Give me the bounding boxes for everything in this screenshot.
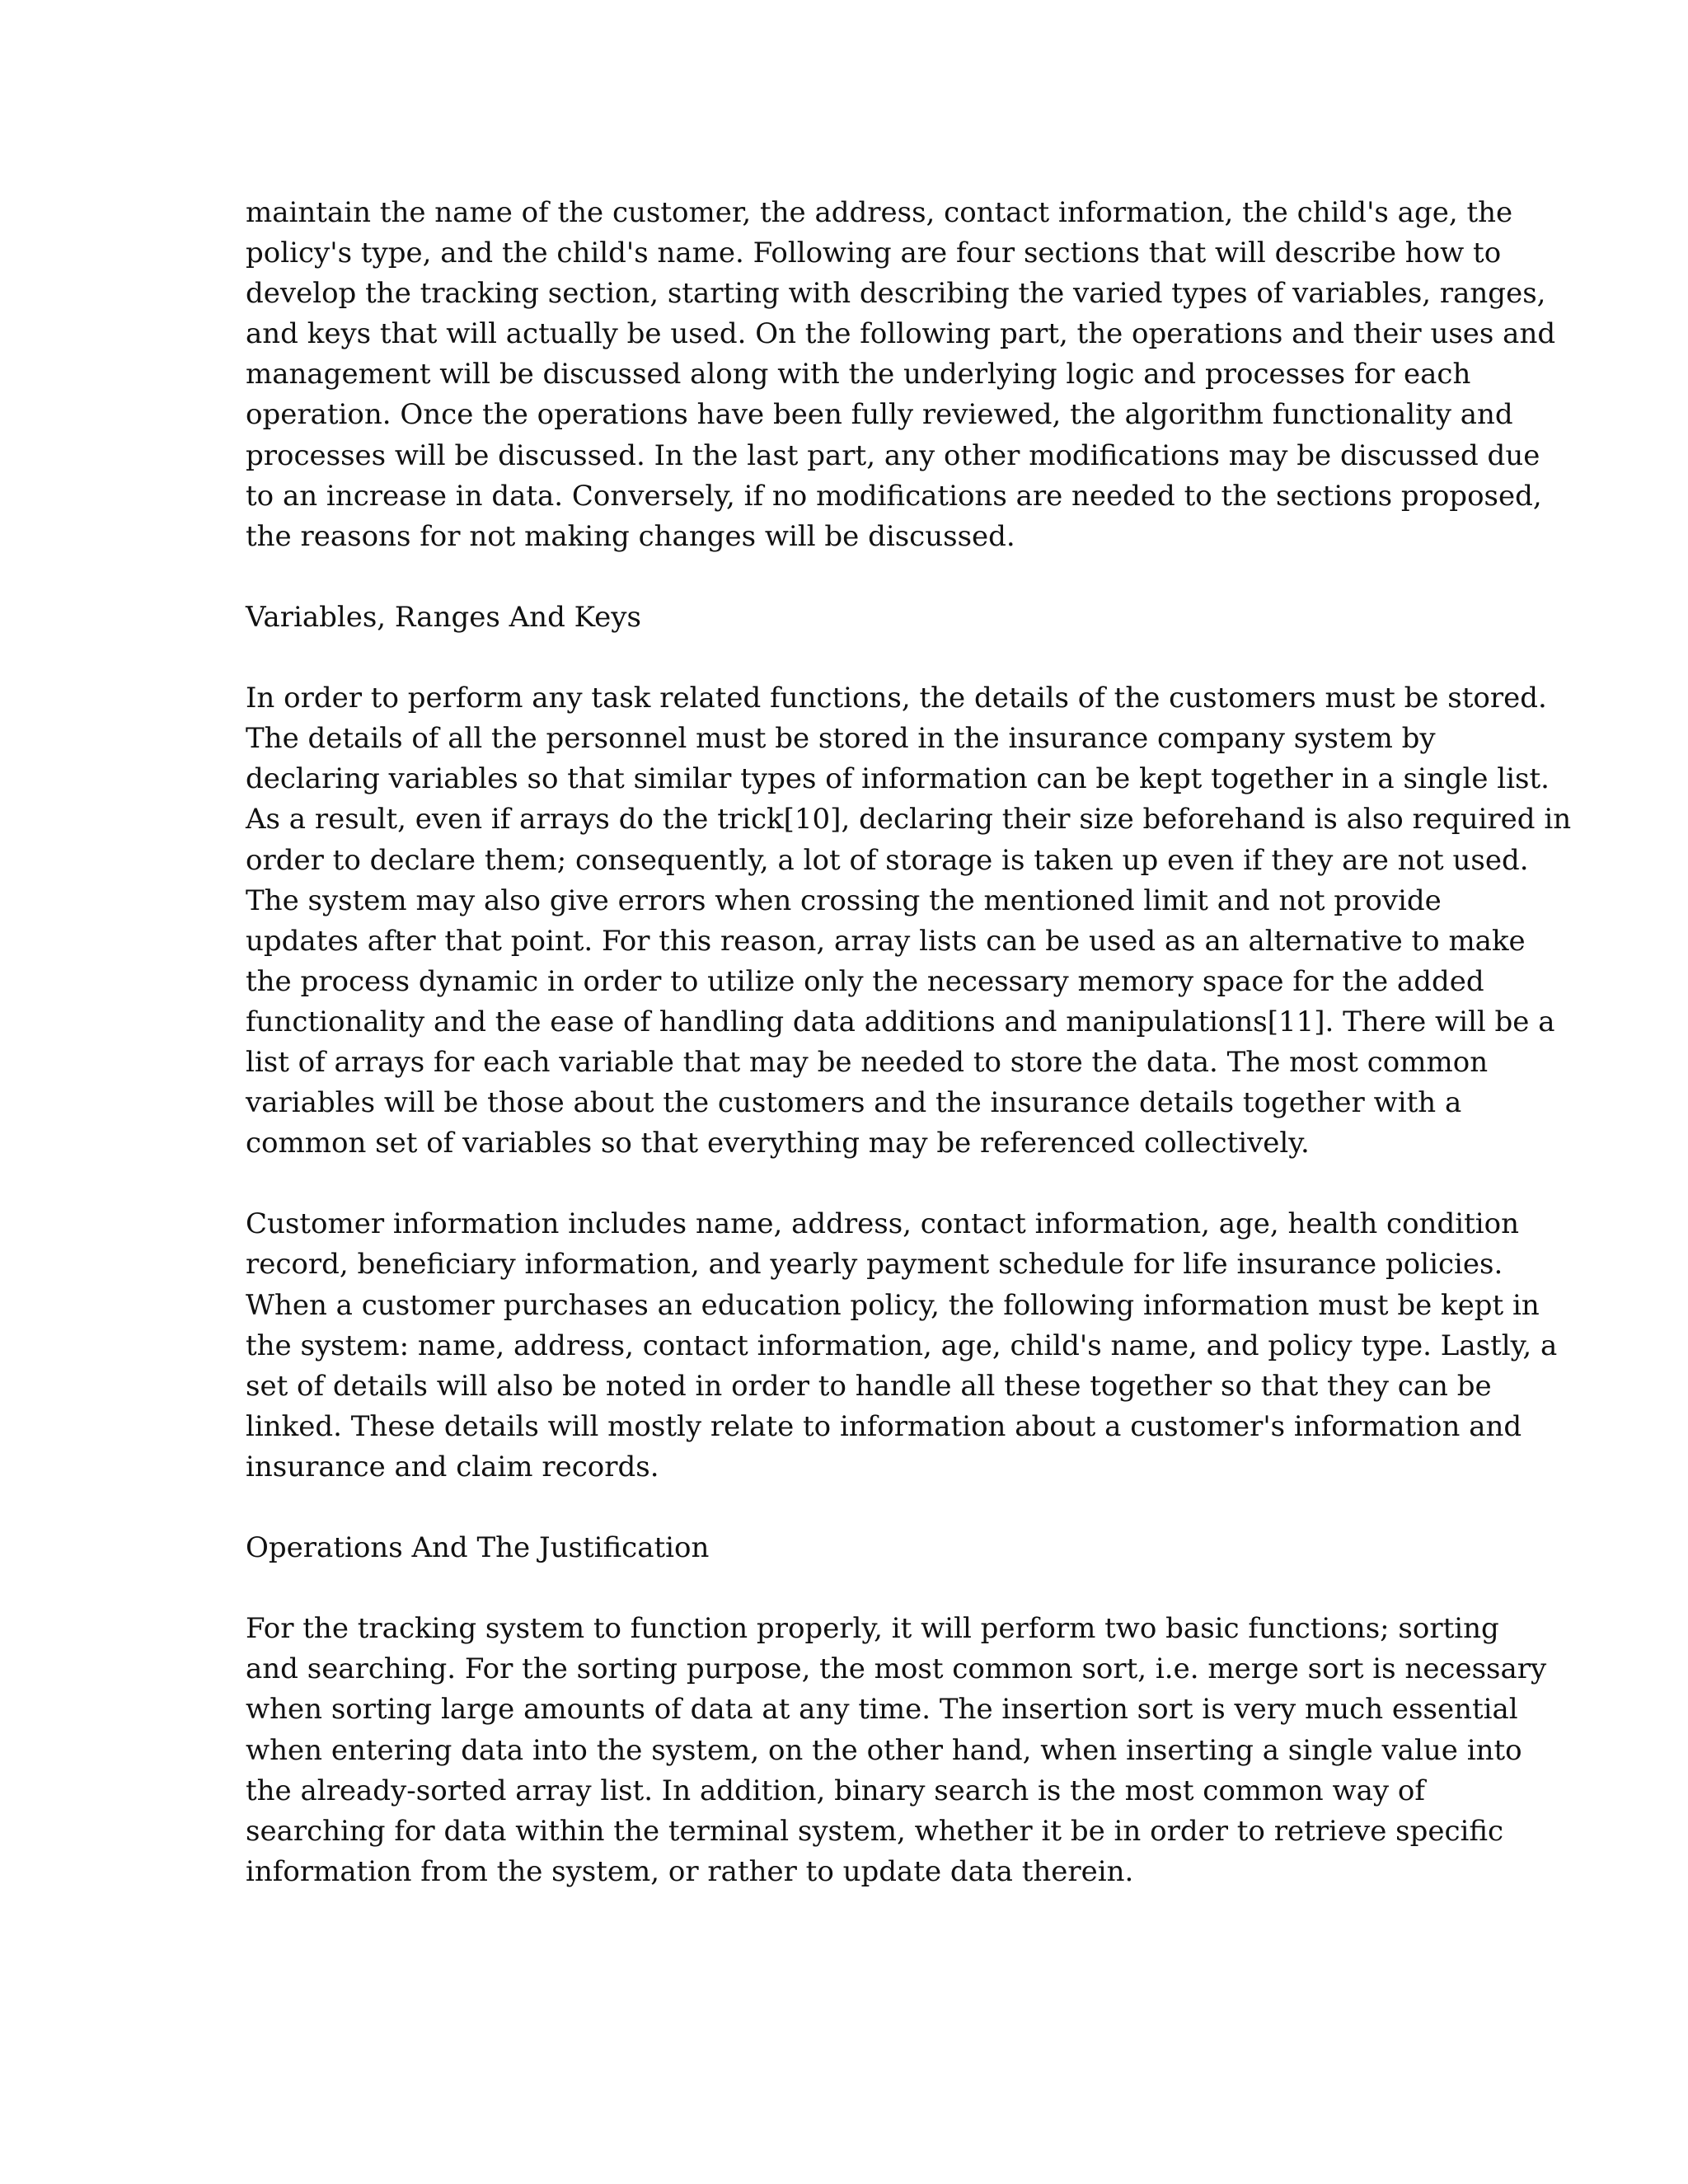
- text-line: when sorting large amounts of data at any time. The insertion sort is very much essential: [246, 1693, 1518, 1727]
- text-line: When a customer purchases an education policy, the following information must be kept in: [246, 1288, 1540, 1322]
- text-line: common set of variables so that everything may be referenced collectively.: [246, 1127, 1310, 1160]
- section-heading-variables: Variables, Ranges And Keys: [246, 600, 641, 634]
- text-line: searching for data within the terminal system, whether it be in order to retrieve specific: [246, 1814, 1504, 1848]
- text-line: the already-sorted array list. In addition, binary search is the most common way of: [246, 1774, 1425, 1807]
- text-line: the system: name, address, contact information, age, child's name, and policy type. Lastly, a: [246, 1329, 1558, 1362]
- text-line: The details of all the personnel must be stored in the insurance company system by: [246, 722, 1436, 756]
- document-body: [246, 193, 1572, 1933]
- text-line: set of details will also be noted in order to handle all these together so that they can be: [246, 1369, 1492, 1403]
- text-line: updates after that point. For this reason, array lists can be used as an alternative to make: [246, 924, 1526, 958]
- text-line: and keys that will actually be used. On the following part, the operations and their uses and: [246, 317, 1556, 351]
- text-line: the process dynamic in order to utilize only the necessary memory space for the added: [246, 964, 1484, 998]
- text-line: list of arrays for each variable that may be needed to store the data. The most common: [246, 1045, 1489, 1079]
- text-line: variables will be those about the customers and the insurance details together with a: [246, 1086, 1462, 1120]
- text-line: functionality and the ease of handling data additions and manipulations[11]. There will be a: [246, 1005, 1555, 1038]
- text-line: to an increase in data. Conversely, if no modifications are needed to the sections proposed,: [246, 479, 1542, 513]
- text-line: insurance and claim records.: [246, 1450, 659, 1483]
- text-line: information from the system, or rather to update data therein.: [246, 1854, 1134, 1888]
- text-line: As a result, even if arrays do the trick[10], declaring their size beforehand is also required in: [246, 803, 1572, 837]
- text-line: maintain the name of the customer, the address, contact information, the child's age, the: [246, 196, 1513, 229]
- text-line: For the tracking system to function properly, it will perform two basic functions; sorting: [246, 1612, 1499, 1646]
- text-line: declaring variables so that similar types of information can be kept together in a single list.: [246, 762, 1550, 796]
- text-line: management will be discussed along with the underlying logic and processes for each: [246, 358, 1471, 391]
- text-line: when entering data into the system, on the other hand, when inserting a single value into: [246, 1733, 1522, 1767]
- paragraph-intro: [246, 193, 1556, 557]
- text-line: The system may also give errors when crossing the mentioned limit and not provide: [246, 883, 1442, 917]
- paragraph-operations: [246, 1609, 1547, 1892]
- paragraph-customer-info: [246, 1204, 1558, 1488]
- text-line: the reasons for not making changes will be discussed.: [246, 519, 1015, 553]
- paragraph-variables: [246, 678, 1572, 1164]
- text-line: develop the tracking section, starting with describing the varied types of variables, ranges,: [246, 277, 1546, 311]
- text-line: Customer information includes name, address, contact information, age, health condition: [246, 1207, 1519, 1241]
- text-line: record, beneficiary information, and yearly payment schedule for life insurance policies.: [246, 1248, 1503, 1282]
- text-line: order to declare them; consequently, a lot of storage is taken up even if they are not used.: [246, 843, 1529, 877]
- text-line: operation. Once the operations have been fully reviewed, the algorithm functionality and: [246, 398, 1513, 432]
- text-line: processes will be discussed. In the last part, any other modifications may be discussed due: [246, 438, 1540, 472]
- section-heading-operations: Operations And The Justification: [246, 1531, 710, 1565]
- text-line: and searching. For the sorting purpose, the most common sort, i.e. merge sort is necessary: [246, 1652, 1547, 1686]
- text-line: policy's type, and the child's name. Following are four sections that will describe how to: [246, 237, 1502, 270]
- text-line: linked. These details will mostly relate to information about a customer's information and: [246, 1409, 1522, 1443]
- text-line: In order to perform any task related functions, the details of the customers must be stored.: [246, 682, 1547, 715]
